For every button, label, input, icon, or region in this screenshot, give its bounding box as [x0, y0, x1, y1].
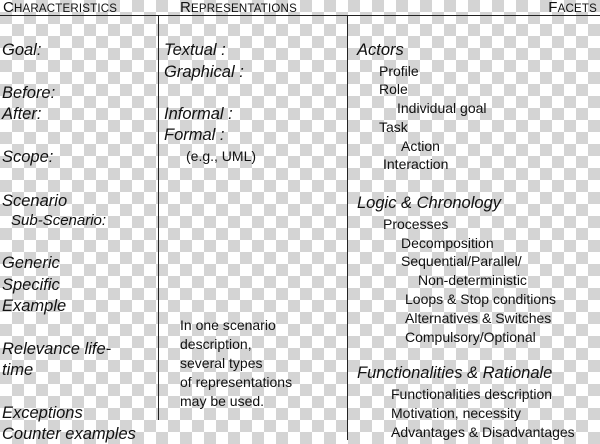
- rep-formal: Formal :: [164, 126, 225, 144]
- column-divider-left: [158, 15, 159, 420]
- facet-logic-loops: Loops & Stop conditions: [405, 291, 556, 307]
- char-specific: Specific: [2, 276, 60, 294]
- char-before: Before:: [2, 84, 56, 102]
- char-goal: Goal:: [2, 41, 42, 59]
- char-scenario: Scenario: [2, 192, 68, 210]
- char-example: Example: [2, 297, 67, 315]
- char-generic: Generic: [2, 254, 60, 272]
- char-relevance-lifetime-1: Relevance life-: [2, 340, 112, 358]
- rep-textual: Textual :: [164, 41, 226, 59]
- char-exceptions: Exceptions: [2, 404, 83, 422]
- rep-example: (e.g., UML): [186, 148, 257, 164]
- header-characteristics: CHARACTERISTICS: [3, 0, 118, 16]
- facet-functionalities-title: Functionalities & Rationale: [357, 364, 553, 382]
- rep-note-line-1: In one scenario: [180, 317, 276, 333]
- char-scope: Scope:: [2, 148, 54, 166]
- facet-functionalities-motivation: Motivation, necessity: [391, 405, 521, 421]
- facet-functionalities-advantages: Advantages & Disadvantages: [391, 424, 575, 440]
- facet-logic-title: Logic & Chronology: [357, 194, 502, 212]
- header-representations: REPRESENTATIONS: [180, 0, 297, 16]
- facet-actors-profile: Profile: [379, 63, 419, 79]
- facet-logic-sequential: Sequential/Parallel/: [401, 253, 522, 269]
- facet-actors-title: Actors: [357, 41, 404, 59]
- rep-note-line-5: may be used.: [180, 393, 265, 409]
- char-relevance-lifetime-2: time: [2, 361, 34, 379]
- facet-logic-processes: Processes: [383, 216, 449, 232]
- facet-actors-role: Role: [379, 81, 408, 97]
- char-counter-examples: Counter examples: [2, 425, 136, 443]
- facet-logic-nondeterministic: Non-deterministic: [418, 272, 527, 288]
- char-after: After:: [2, 105, 42, 123]
- facet-actors-individual-goal: Individual goal: [397, 100, 487, 116]
- rep-note-line-2: description,: [180, 336, 252, 352]
- facet-logic-alternatives: Alternatives & Switches: [405, 310, 552, 326]
- facet-actors-action: Action: [401, 138, 440, 154]
- char-sub-scenario: Sub-Scenario:: [11, 212, 107, 229]
- facet-logic-decomposition: Decomposition: [401, 235, 494, 251]
- rep-graphical: Graphical :: [164, 63, 244, 81]
- rep-note-line-4: of representations: [180, 374, 293, 390]
- facet-logic-compulsory: Compulsory/Optional: [405, 329, 536, 345]
- facet-functionalities-description: Functionalities description: [391, 386, 553, 402]
- rep-informal: Informal :: [164, 105, 233, 123]
- column-divider-right: [347, 15, 348, 440]
- facet-actors-task: Task: [379, 119, 408, 135]
- header-facets: FACETS: [548, 0, 597, 16]
- facet-actors-interaction: Interaction: [383, 156, 449, 172]
- rep-note-line-3: several types: [180, 355, 263, 371]
